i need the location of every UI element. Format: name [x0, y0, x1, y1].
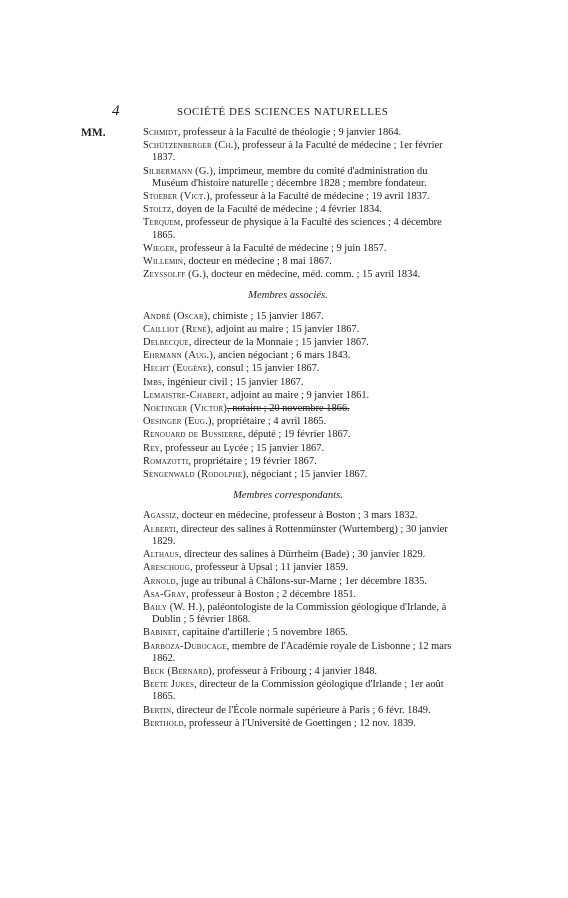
list-item	[81, 127, 464, 139]
entry-text: , directeur des salines à Dürrheim (Bade) ; 30 janvier 1829.	[178, 549, 426, 561]
members-prefix: MM.	[81, 127, 106, 139]
list-item	[112, 363, 464, 375]
correspondants-list	[112, 510, 464, 729]
entry-text: , professeur à l'Université de Goettingen ; 12 nov. 1839.	[183, 717, 416, 729]
entry-text: , propriétaire ; 19 février 1867.	[188, 455, 317, 467]
entry-name: Berthold	[143, 717, 184, 729]
entry-text: , docteur en médecine, professeur à Boston ; 3 mars 1832.	[176, 510, 418, 522]
list-item	[112, 589, 464, 601]
list-item	[112, 641, 464, 665]
entry-name: Sengenwald (Rodolphe)	[143, 469, 247, 481]
entry-name: Romazotti	[143, 455, 189, 467]
list-item	[112, 416, 464, 428]
entry-text: , directeur de la Monnaie ; 15 janvier 1867.	[188, 337, 369, 349]
entry-text: , professeur à la Faculté de médecine ; 19 avril 1837.	[209, 191, 430, 203]
entry-text: , propriétaire ; 4 avril 1865.	[211, 416, 327, 428]
entry-text: , ancien négociant ; 6 mars 1843.	[213, 350, 351, 362]
entry-name: Renouard de Bussierre	[143, 429, 243, 441]
entry-name: Schützenberger (Ch.)	[143, 140, 238, 152]
list-item	[112, 443, 464, 455]
entry-text: , député ; 19 février 1867.	[242, 429, 351, 441]
list-item	[112, 269, 464, 281]
list-item	[112, 429, 464, 441]
list-item	[112, 705, 464, 717]
entry-name: Bertin	[143, 704, 172, 716]
entry-name: André (Oscar)	[143, 310, 208, 322]
entry-text: , notaire ; 20 novembre 1866.	[227, 403, 350, 415]
entry-text: , membre de l'Académie royale de Lisbonne ; 12 mars 1862.	[152, 640, 452, 664]
entry-text: , professeur à la Faculté de médecine ; 1er février 1837.	[152, 140, 443, 164]
entry-name: Noetinger (Victor)	[143, 403, 227, 415]
entry-name: Stoltz	[143, 204, 172, 216]
entry-text: , ingénieur civil ; 15 janvier 1867.	[162, 376, 304, 388]
entry-name: Agassiz	[143, 510, 177, 522]
entry-text: , juge au tribunal à Châlons-sur-Marne ; 1er décembre 1835.	[175, 575, 427, 587]
entry-name: Silbermann (G.)	[143, 165, 214, 177]
entry-text: , docteur en médecine ; 8 mai 1867.	[183, 256, 332, 268]
entry-text: , adjoint au maire ; 9 janvier 1861.	[225, 389, 370, 401]
entry-name: Asa-Gray	[143, 588, 187, 600]
entry-name: Baily (W. H.)	[143, 601, 203, 613]
entry-text: , doyen de la Faculté de médecine ; 4 février 1834.	[171, 204, 382, 216]
entry-name: Areschoug	[143, 562, 191, 574]
entry-text: , consul ; 15 janvier 1867.	[211, 363, 320, 375]
list-item	[112, 524, 464, 548]
list-item	[112, 718, 464, 730]
entry-name: Wieger	[143, 242, 175, 254]
list-item	[112, 140, 464, 164]
list-item	[112, 627, 464, 639]
list-item	[112, 337, 464, 349]
running-title: SOCIÉTÉ DES SCIENCES NATURELLES	[177, 106, 389, 118]
entry-name: Schmidt	[143, 127, 178, 138]
members-list	[81, 127, 464, 281]
entry-text: , adjoint au maire ; 15 janvier 1867.	[210, 323, 360, 335]
list-item	[112, 549, 464, 561]
entry-text: , négociant ; 15 janvier 1867.	[246, 469, 368, 481]
entry-name: Ehrmann (Aug.)	[143, 350, 213, 362]
entry-name: Arnold	[143, 575, 176, 587]
entry-text: , professeur à la Faculté de médecine ; 9 juin 1857.	[174, 242, 387, 254]
entry-text: , professeur à Boston ; 2 décembre 1851.	[186, 588, 357, 600]
entry-text: , directeur de la Commission géologique d'Irlande ; 1er août 1865.	[152, 679, 444, 703]
list-item	[112, 311, 464, 323]
entry-text: , professeur à la Faculté de théologie ; 9 janvier 1864.	[177, 127, 402, 138]
list-item	[112, 576, 464, 588]
entry-name: Willemin	[143, 256, 184, 268]
list-item	[112, 166, 464, 190]
list-item	[112, 204, 464, 216]
entry-text: , directeur de l'École normale supérieure à Paris ; 6 févr. 1849.	[171, 704, 431, 716]
list-item	[112, 510, 464, 522]
list-item	[112, 469, 464, 481]
section-title-associes: Membres associés.	[248, 290, 328, 302]
list-item	[112, 390, 464, 402]
entry-name: Zeyssolff (G.)	[143, 269, 207, 281]
section-title-correspondants: Membres correspondants.	[233, 490, 343, 502]
page-number: 4	[112, 103, 120, 119]
entry-text: , professeur à Fribourg ; 4 janvier 1848.	[211, 665, 378, 677]
entry-name: Oesinger (Eug.)	[143, 416, 212, 428]
entry-name: Babinet	[143, 627, 177, 639]
list-item	[112, 217, 464, 241]
list-item	[112, 666, 464, 678]
entry-text: , professeur au Lycée ; 15 janvier 1867.	[159, 442, 325, 454]
list-item	[112, 243, 464, 255]
list-item	[112, 456, 464, 468]
entry-name: Hecht (Eugène)	[143, 363, 212, 375]
page-content	[81, 127, 464, 731]
entry-name: Delbecque	[143, 337, 189, 349]
entry-text: , professeur à Upsal ; 11 janvier 1859.	[190, 562, 349, 574]
associes-list	[112, 311, 464, 482]
list-item	[112, 377, 464, 389]
entry-name: Stoeber (Vict.)	[143, 191, 210, 203]
entry-name: Beck (Bernard)	[143, 665, 212, 677]
list-item	[112, 256, 464, 268]
list-item	[112, 562, 464, 574]
list-item	[112, 191, 464, 203]
entry-text: , professeur de physique à la Faculté des sciences ; 4 décembre 1865.	[152, 217, 442, 241]
list-item	[112, 602, 464, 626]
list-item	[112, 324, 464, 336]
entry-name: Beete Jukes	[143, 679, 195, 691]
entry-name: Alberti	[143, 523, 176, 535]
entry-name: Lemaistre-Chabert	[143, 389, 226, 401]
entry-name: Rey	[143, 442, 160, 454]
entry-text: , chimiste ; 15 janvier 1867.	[207, 310, 324, 322]
entry-text: , docteur en médecine, méd. comm. ; 15 avril 1834.	[206, 269, 421, 281]
entry-name: Barboza-Dubocage	[143, 640, 227, 652]
page-header	[112, 103, 462, 122]
entry-name: Cailliot (René)	[143, 323, 211, 335]
entry-text: , imprimeur, membre du comité d'administration du Muséum d'histoire naturelle ; décembre 1828 ; membre fondateur.	[152, 165, 428, 189]
entry-name: Terquem	[143, 217, 181, 229]
entry-text: , capitaine d'artillerie ; 5 novembre 1865.	[177, 627, 348, 639]
entry-name: Althaus	[143, 549, 179, 561]
entry-name: Imbs	[143, 376, 163, 388]
list-item	[112, 403, 464, 415]
entry-text: , paléontologiste de la Commission géologique d'Irlande, à Dublin ; 5 février 1868.	[152, 601, 447, 626]
list-item	[112, 679, 464, 703]
entry-text: , directeur des salines à Rottenmünster (Wurtemberg) ; 30 janvier 1829.	[152, 523, 448, 547]
list-item	[112, 350, 464, 362]
